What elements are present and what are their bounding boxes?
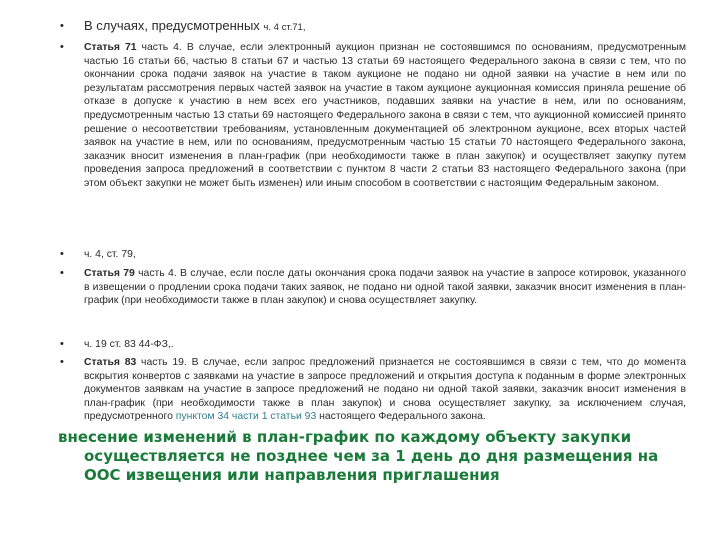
item-ref-83	[84, 338, 686, 352]
article-79-paragraph	[84, 267, 686, 308]
conclusion-rest: осуществляется не позднее чем за 1 день до дня размещения на ООС извещения или направления приглашения	[84, 447, 659, 484]
conclusion-text	[58, 428, 690, 485]
bullet-2: •	[60, 41, 64, 53]
conclusion-line1: внесение изменений в план-график по каждому объекту закупки	[58, 428, 632, 446]
article-71-label: Статья 71	[84, 42, 137, 53]
heading-ref: ч. 4 ст.71,	[263, 22, 306, 33]
article-79-label: Статья 79	[84, 268, 135, 279]
heading-prefix: В случаях, предусмотренных	[84, 18, 260, 33]
ref-83: ч. 19 ст. 83 44-ФЗ,.	[84, 339, 174, 350]
article-71-text: часть 4. В случае, если электронный аукцион признан не состоявшимся по основаниям, предусмотренным частью 16 статьи 66, частью 8 статьи 67 и частью 13 статьи 69 настоящего Федерального закона в связи с тем, что по окончании срока подачи заявок на участие в таком аукционе не подано ни одной заявки на участие в нем или по результатам рассмотрения первых частей заявок на участие в таком аукционе аукционная комиссия приняла решение об отказе в допуске к участию в нем всех его участников, подавших заявки на участие в нем, или по основаниям, предусмотренным частью 13 статьи 69 настоящего Федерального закона в связи с тем, что аукционной комиссией принято решение о несоответствии требованиям, установленным документацией об электронном аукционе, всех вторых частей заявок на участие в нем, или по основаниям, предусмотренным частью 15 статьи 70 настоящего Федерального закона, заказчик вносит изменения в план-график (при необходимости также в план закупок) и осуществляет закупку путем проведения запроса предложений в соответствии с пунктом 8 части 2 статьи 83 настоящего Федерального закона (при этом объект закупки не может быть изменен) или иным способом в соответствии с настоящим Федеральным законом.	[84, 42, 687, 189]
article-83-paragraph	[84, 356, 686, 424]
item-heading-71	[84, 18, 686, 36]
ref-79: ч. 4, ст. 79,	[84, 249, 136, 260]
article-79-text: часть 4. В случае, если после даты окончания срока подачи заявок на участие в запросе котировок, указанного в извещении о продлении срока подачи таких заявок, не подано ни одной такой заявки, заказчик вносит изменения в план-график (при необходимости также в план закупок) и снова осуществляет закупку.	[84, 268, 686, 307]
item-ref-79	[84, 248, 686, 262]
article-83-link[interactable]: пунктом 34 части 1 статьи 93	[175, 411, 317, 423]
bullet-3: •	[60, 248, 64, 260]
article-83-tail: настоящего Федерального закона.	[316, 411, 486, 423]
article-83-label: Статья 83	[84, 357, 137, 368]
article-83-text: часть 19. В случае, если запрос предложений признается не состоявшимся в связи с тем, что до момента вскрытия конвертов с заявками на участие в запросе предложений и открытия доступа к поданным в форме электронных документов заявкам на участие в запросе предложений не подано ни одной такой заявки, заказчик вносит изменения в план-график (при необходимости также в план закупок) и снова осуществляет закупку, за исключением случая, предусмотренного	[84, 357, 686, 423]
bullet-5: •	[60, 338, 64, 350]
bullet-4: •	[60, 267, 64, 279]
bullet-1: •	[60, 20, 64, 32]
article-71-paragraph	[84, 41, 686, 191]
bullet-6: •	[60, 356, 64, 368]
